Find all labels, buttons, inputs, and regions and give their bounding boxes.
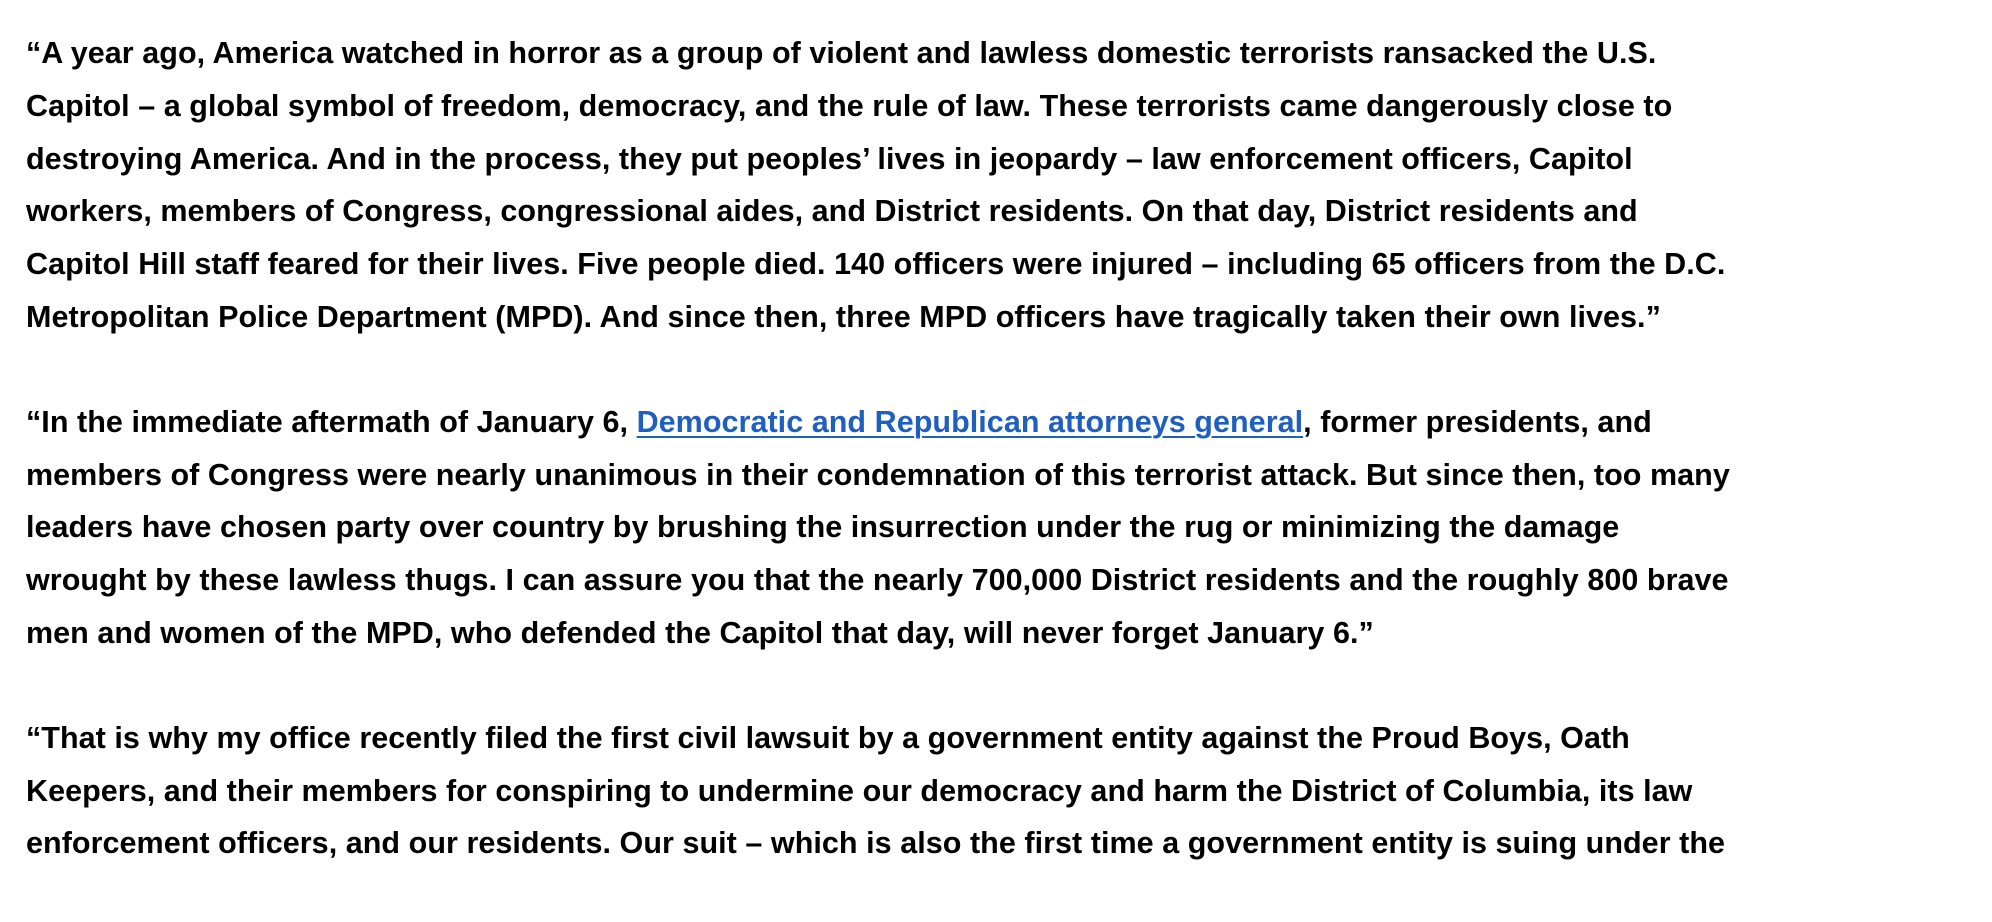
paragraph-line: destroying America. And in the process, they put peoples’ lives in jeopardy – law enforcement officers, Capitol bbox=[26, 141, 1633, 176]
paragraph-line: wrought by these lawless thugs. I can assure you that the nearly 700,000 District residents and the roughly 800 brave bbox=[26, 563, 1729, 598]
paragraph-line: Keepers, and their members for conspiring to undermine our democracy and harm the District of Columbia, its law bbox=[26, 773, 1693, 808]
paragraph-3 bbox=[26, 712, 1992, 870]
paragraph-line: workers, members of Congress, congressional aides, and District residents. On that day, District residents and bbox=[26, 194, 1638, 229]
paragraph-line: Capitol – a global symbol of freedom, democracy, and the rule of law. These terrorists came dangerously close to bbox=[26, 88, 1673, 123]
article-body bbox=[26, 27, 1992, 922]
attorneys-general-link[interactable]: Democratic and Republican attorneys general bbox=[636, 404, 1304, 439]
paragraph-2 bbox=[26, 396, 1992, 660]
paragraph-line: enforcement officers, and our residents. Our suit – which is also the first time a government entity is suing under the bbox=[26, 826, 1726, 861]
paragraph-line: members of Congress were nearly unanimous in their condemnation of this terrorist attack. But since then, too many bbox=[26, 457, 1730, 492]
paragraph-text: , former presidents, and bbox=[1303, 404, 1652, 439]
paragraph-1 bbox=[26, 27, 1992, 344]
paragraph-line: leaders have chosen party over country by brushing the insurrection under the rug or minimizing the damage bbox=[26, 510, 1620, 545]
paragraph-text: “In the immediate aftermath of January 6, bbox=[26, 404, 637, 439]
paragraph-line: men and women of the MPD, who defended the Capitol that day, will never forget January 6.” bbox=[26, 615, 1374, 650]
paragraph-line-with-link bbox=[26, 396, 1992, 449]
paragraph-line: “A year ago, America watched in horror as a group of violent and lawless domestic terrorists ransacked the U.S. bbox=[26, 36, 1657, 70]
paragraph-line: Capitol Hill staff feared for their lives. Five people died. 140 officers were injured – including 65 officers from the D.C. bbox=[26, 247, 1726, 282]
paragraph-line: Metropolitan Police Department (MPD). And since then, three MPD officers have tragically taken their own lives.” bbox=[26, 299, 1661, 334]
paragraph-line: “That is why my office recently filed the first civil lawsuit by a government entity against the Proud Boys, Oath bbox=[26, 720, 1630, 755]
